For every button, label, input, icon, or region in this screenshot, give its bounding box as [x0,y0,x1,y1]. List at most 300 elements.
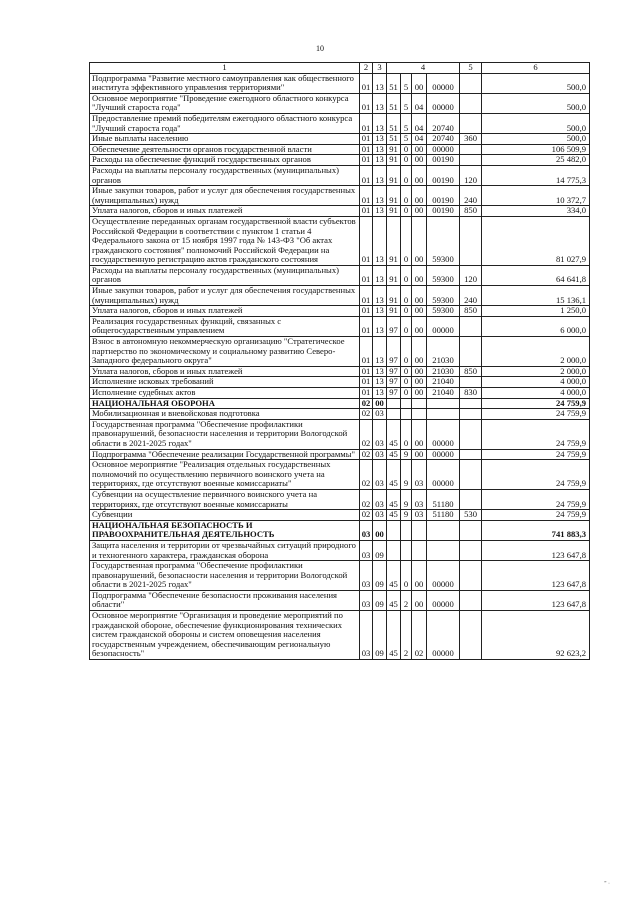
row-name: НАЦИОНАЛЬНАЯ БЕЗОПАСНОСТЬ И ПРАВООХРАНИТЕЛЬНАЯ ДЕЯТЕЛЬНОСТЬ [90,520,360,540]
target-program-code: 91 [387,165,401,185]
amount: 123 647,8 [482,590,590,610]
amount: 500,0 [482,134,590,145]
expense-type-code [460,611,482,660]
target-subprogram-code: 0 [401,286,412,306]
target-event-code: 00 [412,186,427,206]
section-code: 01 [360,337,373,367]
table-row [90,561,590,591]
section-code: 01 [360,388,373,399]
target-subprogram-code: 0 [401,216,412,265]
subsection-code: 00 [373,520,387,540]
target-event-code: 00 [412,366,427,377]
target-direction-code: 00190 [427,206,460,217]
amount: 741 883,3 [482,520,590,540]
amount: 24 759,9 [482,409,590,420]
row-name: Мобилизационная и вневойсковая подготовка [90,409,360,420]
target-direction-code: 51180 [427,489,460,509]
subsection-code: 13 [373,377,387,388]
row-name: Иные выплаты населению [90,134,360,145]
section-code: 02 [360,489,373,509]
row-name: Предоставление премий победителям ежегодного областного конкурса "Лучший староста года" [90,113,360,133]
subsection-code: 03 [373,419,387,449]
target-subprogram-code: 0 [401,561,412,591]
subsection-code: 13 [373,316,387,336]
subsection-code: 03 [373,449,387,460]
section-code: 01 [360,73,373,93]
header-cell-3: 3 [373,63,387,74]
target-event-code: 00 [412,337,427,367]
amount: 15 136,1 [482,286,590,306]
target-subprogram-code: 0 [401,316,412,336]
target-event-code: 00 [412,206,427,217]
subsection-code: 09 [373,590,387,610]
section-code: 02 [360,460,373,490]
expense-type-code [460,337,482,367]
table-row [90,510,590,521]
target-event-code: 00 [412,388,427,399]
target-program-code: 45 [387,561,401,591]
subsection-code: 13 [373,134,387,145]
row-name: Уплата налогов, сборов и иных платежей [90,366,360,377]
target-direction-code: 00000 [427,316,460,336]
target-direction-code: 00000 [427,611,460,660]
amount: 64 641,8 [482,265,590,285]
expense-type-code: 120 [460,165,482,185]
target-program-code: 51 [387,134,401,145]
table-row [90,206,590,217]
amount: 81 027,9 [482,216,590,265]
target-program-code: 45 [387,510,401,521]
subsection-code: 03 [373,489,387,509]
expense-type-code [460,73,482,93]
target-event-code [412,540,427,560]
expense-type-code [460,216,482,265]
row-name: Обеспечение деятельности органов государственной власти [90,144,360,155]
expense-type-code [460,93,482,113]
target-subprogram-code: 2 [401,611,412,660]
page-number: 10 [316,44,324,53]
table-row [90,216,590,265]
target-event-code: 04 [412,93,427,113]
section-code: 01 [360,165,373,185]
table-body [90,73,590,659]
target-event-code: 04 [412,134,427,145]
amount: 500,0 [482,73,590,93]
target-direction-code: 59300 [427,265,460,285]
section-code: 01 [360,306,373,317]
amount: 500,0 [482,113,590,133]
section-code: 01 [360,216,373,265]
subsection-code: 13 [373,206,387,217]
subsection-code: 03 [373,460,387,490]
section-code: 01 [360,286,373,306]
row-name: Подпрограмма "Обеспечение безопасности проживания населения области" [90,590,360,610]
target-direction-code: 00190 [427,186,460,206]
target-subprogram-code: 9 [401,510,412,521]
amount: 500,0 [482,93,590,113]
table-row [90,611,590,660]
target-event-code: 00 [412,165,427,185]
target-program-code: 97 [387,366,401,377]
target-subprogram-code: 0 [401,366,412,377]
section-code: 01 [360,134,373,145]
table-row [90,366,590,377]
target-subprogram-code: 9 [401,449,412,460]
table-row [90,286,590,306]
subsection-code: 09 [373,561,387,591]
row-name: Расходы на обеспечение функций государственных органов [90,155,360,166]
row-name: Государственная программа "Обеспечение профилактики правонарушений, безопасности населения и территории Вологодской области в 2021-2025 годах" [90,419,360,449]
target-program-code [387,409,401,420]
amount: 123 647,8 [482,540,590,560]
row-name: Подпрограмма "Развитие местного самоуправления как общественного института эффективного управления территориями" [90,73,360,93]
expense-type-code [460,561,482,591]
target-program-code: 91 [387,186,401,206]
amount: 24 759,9 [482,510,590,521]
subsection-code: 13 [373,337,387,367]
section-code: 01 [360,316,373,336]
target-event-code: 00 [412,73,427,93]
table-row [90,419,590,449]
amount: 1 250,0 [482,306,590,317]
section-code: 02 [360,409,373,420]
row-name: Расходы на выплаты персоналу государственных (муниципальных) органов [90,265,360,285]
row-name: Исполнение исковых требований [90,377,360,388]
target-subprogram-code: 5 [401,134,412,145]
expense-type-code [460,155,482,166]
target-event-code [412,520,427,540]
target-direction-code: 21040 [427,388,460,399]
expense-type-code [460,409,482,420]
section-code: 01 [360,113,373,133]
row-name: Взнос в автономную некоммерческую организацию "Стратегическое партнерство по экономическому и социальному развитию Северо-Западного федерального округа" [90,337,360,367]
target-program-code: 45 [387,590,401,610]
section-code: 01 [360,144,373,155]
table-row [90,377,590,388]
table-row [90,144,590,155]
amount: 6 000,0 [482,316,590,336]
row-name: Субвенции на осуществление первичного воинского учета на территориях, где отсутствуют военные комиссариаты [90,489,360,509]
target-direction-code [427,409,460,420]
target-subprogram-code: 0 [401,419,412,449]
expense-type-code [460,419,482,449]
subsection-code: 13 [373,144,387,155]
subsection-code: 13 [373,265,387,285]
expense-type-code: 120 [460,265,482,285]
target-event-code: 03 [412,460,427,490]
target-program-code: 45 [387,460,401,490]
table-row [90,306,590,317]
target-subprogram-code: 0 [401,337,412,367]
target-direction-code: 20740 [427,134,460,145]
target-direction-code: 00000 [427,590,460,610]
subsection-code: 13 [373,186,387,206]
expense-type-code [460,144,482,155]
section-code: 02 [360,419,373,449]
expense-type-code [460,540,482,560]
subsection-code: 13 [373,165,387,185]
row-name: Иные закупки товаров, работ и услуг для обеспечения государственных (муниципальных) нужд [90,186,360,206]
expense-type-code: 850 [460,306,482,317]
section-code: 03 [360,590,373,610]
target-direction-code: 59300 [427,306,460,317]
amount: 24 759,9 [482,449,590,460]
target-event-code: 00 [412,561,427,591]
amount: 92 623,2 [482,611,590,660]
expense-type-code [460,398,482,409]
target-program-code: 91 [387,144,401,155]
target-direction-code [427,540,460,560]
section-code: 01 [360,186,373,206]
target-program-code: 91 [387,206,401,217]
target-event-code: 00 [412,155,427,166]
section-code: 03 [360,540,373,560]
subsection-code: 13 [373,155,387,166]
table-row [90,93,590,113]
subsection-code: 09 [373,540,387,560]
target-event-code: 04 [412,113,427,133]
target-program-code: 45 [387,419,401,449]
row-name: Реализация государственных функций, связанных с общегосударственным управлением [90,316,360,336]
table-row [90,186,590,206]
target-event-code: 00 [412,216,427,265]
section-code: 01 [360,377,373,388]
expense-type-code [460,489,482,509]
amount: 24 759,9 [482,489,590,509]
amount: 2 000,0 [482,337,590,367]
target-program-code: 97 [387,316,401,336]
subsection-code: 13 [373,113,387,133]
section-code: 01 [360,206,373,217]
budget-table [89,62,590,660]
row-name: Уплата налогов, сборов и иных платежей [90,206,360,217]
target-program-code: 91 [387,265,401,285]
section-code: 01 [360,366,373,377]
section-code: 02 [360,449,373,460]
target-direction-code: 21040 [427,377,460,388]
target-event-code: 03 [412,489,427,509]
header-cell-1: 1 [90,63,360,74]
subsection-code: 09 [373,611,387,660]
subsection-code: 13 [373,366,387,377]
target-program-code: 51 [387,73,401,93]
table-row [90,489,590,509]
table-row [90,409,590,420]
row-name: Основное мероприятие "Проведение ежегодного областного конкурса "Лучший староста года" [90,93,360,113]
target-program-code: 45 [387,489,401,509]
subsection-code: 03 [373,510,387,521]
target-direction-code: 00000 [427,73,460,93]
expense-type-code [460,590,482,610]
expense-type-code [460,460,482,490]
section-code: 01 [360,93,373,113]
amount: 14 775,3 [482,165,590,185]
row-name: Исполнение судебных актов [90,388,360,399]
target-direction-code: 00000 [427,460,460,490]
row-name: Защита населения и территории от чрезвычайных ситуаций природного и техногенного характера, гражданская оборона [90,540,360,560]
target-subprogram-code: 9 [401,489,412,509]
amount: 24 759,9 [482,419,590,449]
row-name: НАЦИОНАЛЬНАЯ ОБОРОНА [90,398,360,409]
subsection-code: 13 [373,93,387,113]
target-event-code: 00 [412,316,427,336]
target-direction-code: 51180 [427,510,460,521]
target-program-code [387,398,401,409]
expense-type-code [460,449,482,460]
expense-type-code [460,377,482,388]
target-event-code: 02 [412,611,427,660]
header-row [90,63,590,74]
row-name: Государственная программа "Обеспечение профилактики правонарушений, безопасности населения и территории Вологодской области в 2021-2025 годах" [90,561,360,591]
expense-type-code: 850 [460,206,482,217]
amount: 25 482,0 [482,155,590,166]
target-event-code: 00 [412,286,427,306]
table-row [90,134,590,145]
header-cell-5: 5 [460,63,482,74]
subsection-code: 13 [373,73,387,93]
scan-mark: '' · [604,881,610,887]
target-event-code: 00 [412,449,427,460]
target-direction-code: 21030 [427,337,460,367]
target-direction-code: 59300 [427,286,460,306]
amount: 106 509,9 [482,144,590,155]
header-cell-4: 4 [387,63,460,74]
target-subprogram-code: 2 [401,590,412,610]
target-program-code: 45 [387,611,401,660]
target-subprogram-code: 0 [401,165,412,185]
target-direction-code: 00000 [427,144,460,155]
amount: 2 000,0 [482,366,590,377]
target-subprogram-code: 0 [401,265,412,285]
subsection-code: 03 [373,409,387,420]
row-name: Расходы на выплаты персоналу государственных (муниципальных) органов [90,165,360,185]
target-direction-code: 21030 [427,366,460,377]
target-program-code: 91 [387,286,401,306]
subsection-code: 13 [373,306,387,317]
target-subprogram-code: 9 [401,460,412,490]
subsection-code: 13 [373,388,387,399]
target-program-code: 45 [387,449,401,460]
target-subprogram-code: 0 [401,306,412,317]
row-name: Уплата налогов, сборов и иных платежей [90,306,360,317]
section-code: 03 [360,561,373,591]
amount: 334,0 [482,206,590,217]
target-event-code: 00 [412,306,427,317]
table-row [90,520,590,540]
target-subprogram-code: 0 [401,155,412,166]
expense-type-code [460,113,482,133]
target-subprogram-code: 5 [401,93,412,113]
target-program-code: 51 [387,113,401,133]
row-name: Основное мероприятие "Реализация отдельных государственных полномочий по осуществлению первичного воинского учета на территориях, где отсутствуют военные комиссариаты" [90,460,360,490]
expense-type-code: 530 [460,510,482,521]
target-program-code [387,520,401,540]
target-subprogram-code: 0 [401,186,412,206]
target-subprogram-code: 0 [401,144,412,155]
section-code: 03 [360,520,373,540]
target-subprogram-code [401,398,412,409]
target-direction-code: 20740 [427,113,460,133]
target-subprogram-code: 0 [401,377,412,388]
expense-type-code [460,316,482,336]
amount: 4 000,0 [482,377,590,388]
amount: 123 647,8 [482,561,590,591]
section-code: 02 [360,510,373,521]
header-cell-6: 6 [482,63,590,74]
table-row [90,540,590,560]
row-name: Подпрограмма "Обеспечение реализации Государственной программы" [90,449,360,460]
expense-type-code: 360 [460,134,482,145]
target-event-code: 00 [412,590,427,610]
target-direction-code: 00190 [427,155,460,166]
target-direction-code: 59300 [427,216,460,265]
table-row [90,398,590,409]
expense-type-code: 850 [460,366,482,377]
target-subprogram-code: 0 [401,388,412,399]
target-event-code: 00 [412,265,427,285]
target-program-code: 91 [387,306,401,317]
target-direction-code [427,520,460,540]
target-event-code: 00 [412,144,427,155]
target-subprogram-code: 0 [401,206,412,217]
target-event-code [412,409,427,420]
table-row [90,265,590,285]
target-direction-code: 00190 [427,165,460,185]
target-event-code [412,398,427,409]
section-code: 03 [360,611,373,660]
expense-type-code: 240 [460,186,482,206]
table-row [90,316,590,336]
row-name: Иные закупки товаров, работ и услуг для обеспечения государственных (муниципальных) нужд [90,286,360,306]
table-row [90,73,590,93]
target-program-code: 97 [387,337,401,367]
target-program-code: 97 [387,388,401,399]
target-program-code: 91 [387,216,401,265]
target-program-code: 51 [387,93,401,113]
table-row [90,337,590,367]
target-subprogram-code [401,409,412,420]
target-subprogram-code [401,520,412,540]
amount: 10 372,7 [482,186,590,206]
subsection-code: 13 [373,216,387,265]
table-row [90,590,590,610]
target-event-code: 00 [412,377,427,388]
section-code: 02 [360,398,373,409]
expense-type-code: 830 [460,388,482,399]
target-subprogram-code: 5 [401,73,412,93]
amount: 24 759,9 [482,460,590,490]
section-code: 01 [360,155,373,166]
row-name: Субвенции [90,510,360,521]
row-name: Основное мероприятие "Организация и проведение мероприятий по гражданской обороне, обеспечение функционирования технических систем гражданской обороны и систем оповещения населения государственным учреждением, обеспечивающим региональную безопасность" [90,611,360,660]
target-direction-code: 00000 [427,449,460,460]
amount: 24 759,9 [482,398,590,409]
target-direction-code: 00000 [427,419,460,449]
target-event-code: 03 [412,510,427,521]
table-row [90,155,590,166]
target-program-code: 91 [387,155,401,166]
target-program-code: 97 [387,377,401,388]
target-direction-code [427,398,460,409]
header-cell-2: 2 [360,63,373,74]
section-code: 01 [360,265,373,285]
target-direction-code: 00000 [427,561,460,591]
expense-type-code [460,520,482,540]
table-row [90,460,590,490]
table-row [90,113,590,133]
target-program-code [387,540,401,560]
table-row [90,165,590,185]
